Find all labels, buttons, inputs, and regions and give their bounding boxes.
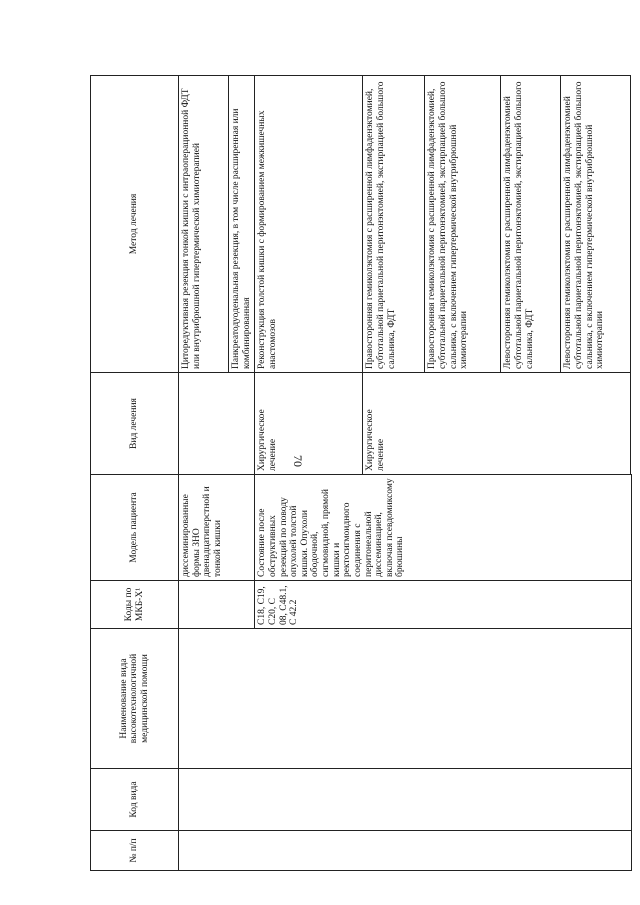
page-number: 70 xyxy=(291,455,305,467)
cell-model-1: диссеминированные формы ЗНО двенадцатиперстной и тонкой кишки xyxy=(179,475,255,581)
header-row xyxy=(91,76,179,871)
cell-method: Правосторонняя гемиколэктомия с расширенной лимфаденэктомией, субтотальной париетальной перитонэктомией, экстирпацией большого сальника, ФДТ xyxy=(363,76,425,373)
header-num: № п/п xyxy=(91,831,179,871)
cell-code xyxy=(179,769,632,831)
header-treatment: Вид лечения xyxy=(91,373,179,475)
table-row xyxy=(179,76,229,871)
cell-method: Правосторонняя гемиколэктомия с расширенной лимфаденэктомией, субтотальной париетальной перитонэктомией, экстирпацией большого сальника, с включением гипертермической внутрибрюшной химиотерапии xyxy=(425,76,501,373)
cell-method: Левосторонняя гемиколэктомия с расширенной лимфаденэктомией субтотальной париетальной перитонэктомией, экстирпацией большого сальника, ФДТ xyxy=(501,76,561,373)
cell-method: Реконструкция толстой кишки с формированием межкишечных анастомозов xyxy=(255,76,363,373)
spacer-cell xyxy=(631,373,632,475)
cell-name xyxy=(179,629,632,769)
header-method: Метод лечения xyxy=(91,76,179,373)
rotated-table-wrapper xyxy=(90,76,606,871)
treatment-table xyxy=(90,75,632,871)
cell-num xyxy=(179,831,632,871)
cell-method: Циторедуктивная резекция тонкой кишки с интраоперационной ФДТ или внутрибрюшной гипертермической химиотерапией xyxy=(179,76,229,373)
header-code: Код вида xyxy=(91,769,179,831)
cell-icd-2: C18, C19, C20, C 08, C48.1, C 42.2 xyxy=(255,581,632,629)
cell-icd-1 xyxy=(179,581,255,629)
cell-treatment-2a: Хирургическое лечение xyxy=(255,373,363,475)
cell-model-2: Состояние после обструктивных резекций по поводу опухолей толстой кишки. Опухоли ободочной, сигмовидной, прямой кишки и ректосигмоидного соединения с перитонеальной диссеминацией, включая псевдомиксому брюшины xyxy=(255,475,632,581)
cell-method: Панкреатодуоденальная резекция, в том числе расширенная или комбинированная xyxy=(229,76,255,373)
cell-method: Левосторонняя гемиколэктомия с расширенной лимфаденэктомией субтотальной париетальной перитонэктомией, экстирпацией большого сальника, с включением гипертермической внутрибрюшной химиотерапии xyxy=(561,76,631,373)
header-name: Наименование вида высокотехнологичной медицинской помощи xyxy=(91,629,179,769)
header-icd: Коды по МКБ-X¹ xyxy=(91,581,179,629)
header-model: Модель пациента xyxy=(91,475,179,581)
cell-treatment-1 xyxy=(179,373,255,475)
cell-treatment-2b: Хирургическое лечение xyxy=(363,373,631,475)
